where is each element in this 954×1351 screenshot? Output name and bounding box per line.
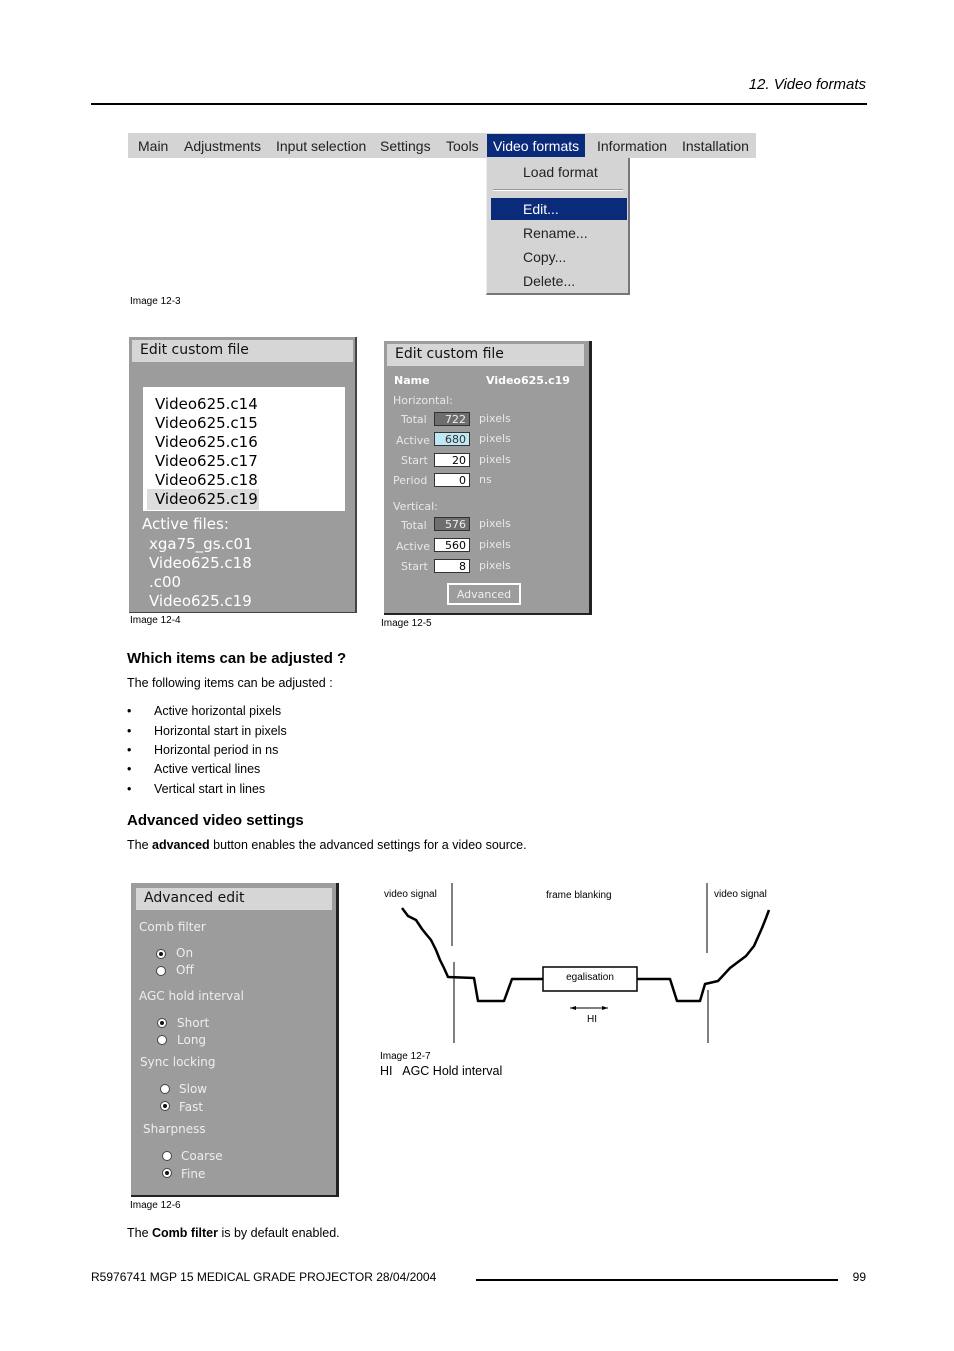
unit-label: pixels bbox=[479, 538, 511, 551]
intro-text: The following items can be adjusted : bbox=[127, 676, 333, 690]
page-number: 99 bbox=[852, 1270, 866, 1284]
label-video-signal-left: video signal bbox=[384, 889, 437, 900]
h-total-field: 722 bbox=[434, 412, 470, 426]
advanced-button[interactable]: Advanced bbox=[447, 583, 521, 605]
active-file: Video625.c19 bbox=[149, 592, 252, 610]
unit-label: ns bbox=[479, 473, 492, 486]
agc-short-radio[interactable] bbox=[157, 1018, 167, 1028]
chapter-title: 12. Video formats bbox=[748, 76, 866, 93]
list-item bbox=[127, 782, 427, 798]
text-run: button enables the advanced settings for a video source. bbox=[209, 838, 527, 852]
h-active-field[interactable]: 680 bbox=[434, 432, 470, 446]
sharpness-label: Sharpness bbox=[143, 1122, 206, 1136]
h-active-label: Active bbox=[396, 434, 431, 447]
h-period-label: Period bbox=[393, 474, 428, 487]
active-files-label: Active files: bbox=[142, 515, 229, 533]
unit-label: pixels bbox=[479, 559, 511, 572]
advanced-description bbox=[127, 838, 527, 852]
menu-item-settings[interactable]: Settings bbox=[380, 138, 431, 154]
sync-slow-radio[interactable] bbox=[160, 1084, 170, 1094]
dropdown-load-format[interactable]: Load format bbox=[523, 164, 598, 180]
bullet-dot: • bbox=[127, 743, 132, 757]
caption-image-12-7: Image 12-7 bbox=[380, 1051, 431, 1062]
active-file: xga75_gs.c01 bbox=[149, 535, 253, 553]
footer-rule bbox=[476, 1279, 838, 1281]
v-start-field[interactable]: 8 bbox=[434, 559, 470, 573]
name-label: Name bbox=[394, 374, 430, 387]
menu-item-information[interactable]: Information bbox=[597, 138, 668, 154]
agc-long-radio[interactable] bbox=[157, 1035, 167, 1045]
menu-bar bbox=[128, 133, 756, 158]
header-rule bbox=[91, 103, 867, 105]
active-file: Video625.c18 bbox=[149, 554, 252, 572]
unit-label: pixels bbox=[479, 453, 511, 466]
bold-term: advanced bbox=[152, 838, 210, 852]
arrow-head-right bbox=[602, 1006, 608, 1010]
h-total-label: Total bbox=[401, 413, 427, 426]
sharpness-fine-radio[interactable] bbox=[162, 1168, 172, 1178]
caption-image-12-4: Image 12-4 bbox=[130, 615, 181, 626]
dropdown-delete[interactable]: Delete... bbox=[523, 273, 576, 289]
dropdown-rename[interactable]: Rename... bbox=[523, 225, 588, 241]
file-listbox[interactable] bbox=[143, 387, 345, 511]
list-item[interactable]: Video625.c15 bbox=[155, 414, 258, 432]
edit-custom-file-list-panel bbox=[129, 337, 357, 613]
menu-item-installation[interactable]: Installation bbox=[682, 138, 749, 154]
unit-label: pixels bbox=[479, 517, 511, 530]
bullet-text: Vertical start in lines bbox=[154, 782, 266, 796]
caption-image-12-3: Image 12-3 bbox=[130, 296, 181, 307]
option-label: On bbox=[176, 946, 194, 960]
h-period-field[interactable]: 0 bbox=[434, 473, 470, 487]
bullet-dot: • bbox=[127, 782, 132, 796]
dropdown-edit[interactable]: Edit... bbox=[491, 198, 627, 220]
unit-label: pixels bbox=[479, 432, 511, 445]
panel-title: Edit custom file bbox=[132, 340, 353, 362]
label-frame-blanking: frame blanking bbox=[546, 890, 612, 901]
bullet-dot: • bbox=[127, 762, 132, 776]
v-start-label: Start bbox=[401, 560, 428, 573]
option-label: Off bbox=[176, 963, 194, 977]
label-hi: HI bbox=[587, 1014, 597, 1025]
edit-custom-file-panel bbox=[384, 341, 592, 615]
panel-title: Edit custom file bbox=[387, 344, 584, 366]
vertical-label: Vertical: bbox=[393, 500, 438, 513]
h-start-label: Start bbox=[401, 454, 428, 467]
dropdown-separator bbox=[493, 189, 623, 191]
list-item[interactable]: Video625.c14 bbox=[155, 395, 258, 413]
agc-hold-interval-label: AGC hold interval bbox=[139, 989, 244, 1003]
bullet-text: Active vertical lines bbox=[154, 762, 261, 776]
bullet-dot: • bbox=[127, 704, 132, 718]
dropdown-copy[interactable]: Copy... bbox=[523, 249, 567, 265]
h-start-field[interactable]: 20 bbox=[434, 453, 470, 467]
unit-label: pixels bbox=[479, 412, 511, 425]
menu-item-input-selection[interactable]: Input selection bbox=[276, 138, 367, 154]
option-label: Slow bbox=[179, 1082, 208, 1096]
horizontal-label: Horizontal: bbox=[393, 394, 453, 407]
bullet-text: Horizontal start in pixels bbox=[154, 724, 287, 738]
option-label: Fine bbox=[181, 1167, 206, 1181]
v-active-label: Active bbox=[396, 540, 431, 553]
name-value: Video625.c19 bbox=[486, 374, 570, 387]
menu-item-main[interactable]: Main bbox=[138, 138, 169, 154]
sync-fast-radio[interactable] bbox=[160, 1101, 170, 1111]
caption-image-12-6: Image 12-6 bbox=[130, 1200, 181, 1211]
menu-item-tools[interactable]: Tools bbox=[446, 138, 479, 154]
arrow-head-left bbox=[570, 1006, 576, 1010]
advanced-edit-panel bbox=[131, 883, 339, 1197]
comb-filter-label: Comb filter bbox=[139, 920, 206, 934]
caption-image-12-5: Image 12-5 bbox=[381, 618, 432, 629]
list-item[interactable]: Video625.c17 bbox=[155, 452, 258, 470]
list-item[interactable]: Video625.c18 bbox=[155, 471, 258, 489]
bullet-dot: • bbox=[127, 724, 132, 738]
bullet-text: Horizontal period in ns bbox=[154, 743, 279, 757]
list-item bbox=[127, 704, 427, 720]
option-label: Short bbox=[177, 1016, 210, 1030]
label-video-signal-right: video signal bbox=[714, 889, 767, 900]
menu-item-video-formats[interactable]: Video formats bbox=[487, 134, 585, 157]
active-file: .c00 bbox=[149, 573, 182, 591]
label-egalisation: egalisation bbox=[566, 972, 614, 983]
v-active-field[interactable]: 560 bbox=[434, 538, 470, 552]
bold-term: Comb filter bbox=[152, 1226, 218, 1240]
menu-item-adjustments[interactable]: Adjustments bbox=[184, 138, 262, 154]
v-total-label: Total bbox=[401, 519, 427, 532]
option-label: Fast bbox=[179, 1100, 204, 1114]
panel-title: Advanced edit bbox=[136, 888, 332, 910]
heading-adjustable-items: Which items can be adjusted ? bbox=[127, 650, 347, 667]
list-item-selected[interactable]: Video625.c19 bbox=[147, 489, 259, 510]
heading-advanced-video-settings: Advanced video settings bbox=[127, 812, 304, 829]
text-run: The bbox=[127, 1226, 153, 1240]
comb-filter-on-radio[interactable] bbox=[156, 949, 166, 959]
agc-hold-interval-diagram bbox=[378, 880, 778, 1050]
option-label: Long bbox=[177, 1033, 207, 1047]
list-item bbox=[127, 762, 427, 778]
list-item[interactable]: Video625.c16 bbox=[155, 433, 258, 451]
list-item bbox=[127, 743, 427, 759]
sync-locking-label: Sync locking bbox=[140, 1055, 216, 1069]
bullet-text: Active horizontal pixels bbox=[154, 704, 282, 718]
text-run: The bbox=[127, 838, 153, 852]
comb-filter-off-radio[interactable] bbox=[156, 966, 166, 976]
comb-filter-note bbox=[127, 1226, 340, 1240]
video-formats-dropdown bbox=[486, 158, 630, 295]
list-item bbox=[127, 724, 427, 740]
footer-document-info: R5976741 MGP 15 MEDICAL GRADE PROJECTOR 28/04/2004 bbox=[91, 1270, 437, 1284]
legend-hi: HI AGC Hold interval bbox=[380, 1064, 503, 1078]
option-label: Coarse bbox=[181, 1149, 223, 1163]
text-run: is by default enabled. bbox=[218, 1226, 340, 1240]
v-total-field: 576 bbox=[434, 517, 470, 531]
sharpness-coarse-radio[interactable] bbox=[162, 1151, 172, 1161]
